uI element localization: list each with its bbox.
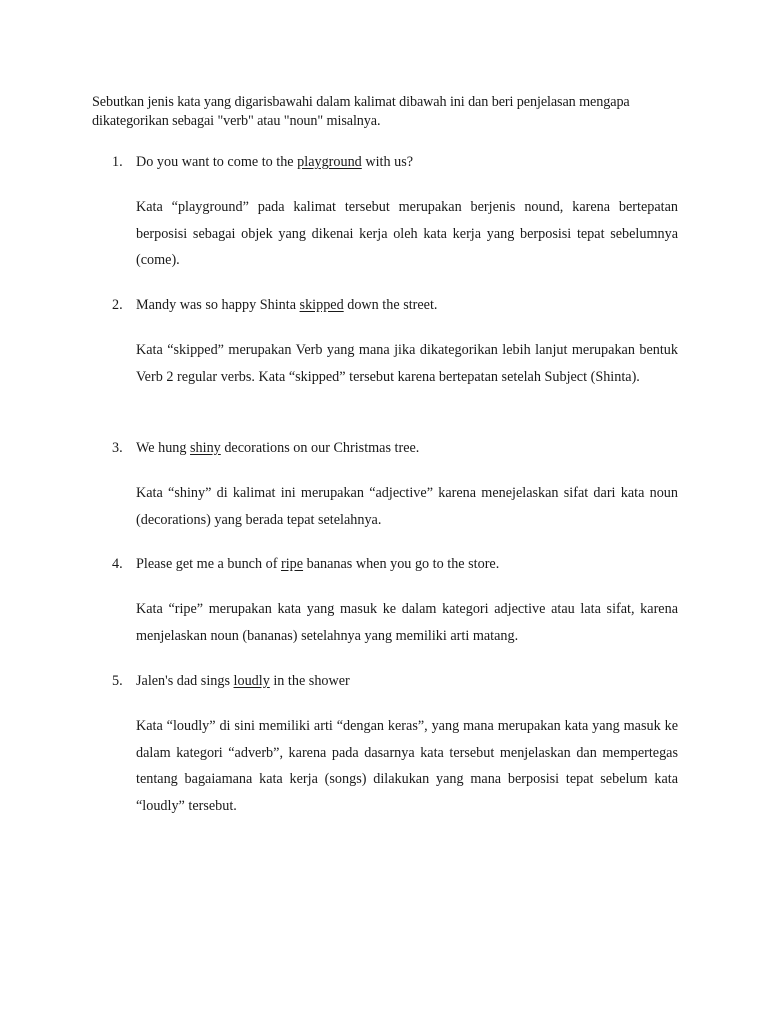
answer-1: Kata “playground” pada kalimat tersebut merupakan berjenis nound, karena bertepatan berposisi sebagai objek yang dikenai kerja oleh kata kerja yang berposisi tepat sebelumnya (come). xyxy=(136,199,678,268)
question-number: 3. xyxy=(112,440,123,456)
question-text-before: Mandy was so happy Shinta xyxy=(136,297,300,313)
question-2 xyxy=(112,296,692,315)
underlined-word: playground xyxy=(297,154,362,170)
question-text-before: Do you want to come to the xyxy=(136,154,298,170)
question-number: 4. xyxy=(112,556,123,572)
answer-4: Kata “ripe” merupakan kata yang masuk ke dalam kategori adjective atau lata sifat, karena menjelaskan noun (bananas) setelahnya yang memiliki arti matang. xyxy=(136,601,678,644)
underlined-word: loudly xyxy=(233,673,270,689)
instructions-text: Sebutkan jenis kata yang digarisbawahi dalam kalimat dibawah ini dan beri penjelasan mengapa dikategorikan sebagai "verb" atau "noun" misalnya. xyxy=(92,94,630,129)
question-text-before: Jalen's dad sings xyxy=(136,673,234,689)
question-text-before: We hung xyxy=(136,440,191,456)
question-5 xyxy=(112,672,692,691)
question-text-after: down the street. xyxy=(343,297,438,313)
question-text-after: bananas when you go to the store. xyxy=(303,556,500,572)
answer-2: Kata “skipped” merupakan Verb yang mana jika dikategorikan lebih lanjut merupakan bentuk Verb 2 regular verbs. Kata “skipped” tersebut karena bertepatan setelah Subject (Shinta). xyxy=(136,342,678,385)
question-4 xyxy=(112,555,692,574)
answer-3: Kata “shiny” di kalimat ini merupakan “adjective” karena menejelaskan sifat dari kata noun (decorations) yang berada tepat setelahnya. xyxy=(136,485,678,528)
question-text-after: with us? xyxy=(361,154,414,170)
question-text-before: Please get me a bunch of xyxy=(136,556,281,572)
question-3 xyxy=(112,439,692,458)
question-text-after: in the shower xyxy=(269,673,350,689)
underlined-word: ripe xyxy=(280,556,304,572)
question-number: 2. xyxy=(112,297,123,313)
underlined-word: shiny xyxy=(190,440,221,456)
question-number: 5. xyxy=(112,673,123,689)
question-text-after: decorations on our Christmas tree. xyxy=(220,440,420,456)
underlined-word: skipped xyxy=(299,297,344,313)
answer-5: Kata “loudly” di sini memiliki arti “dengan keras”, yang mana merupakan kata yang masuk ke dalam kategori “adverb”, karena pada dasarnya kata tersebut menjelaskan dan mempertegas tentang bagaiamana kata kerja (songs) dilakukan yang mana berposisi tepat sebelum kata “loudly” tersebut. xyxy=(136,718,678,814)
question-1 xyxy=(112,153,692,172)
question-number: 1. xyxy=(112,154,123,170)
